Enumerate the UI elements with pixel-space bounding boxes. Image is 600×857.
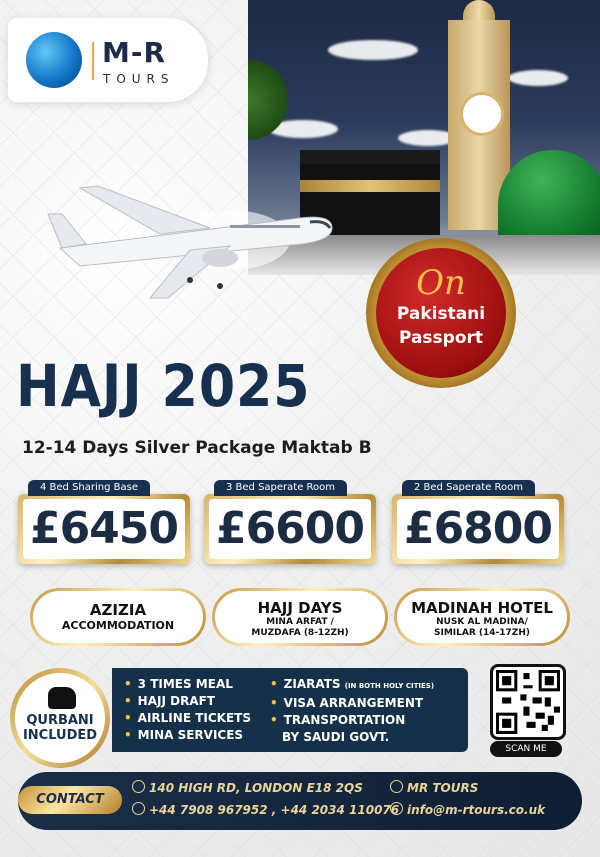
info-pill-hajj-days xyxy=(212,588,388,646)
feature-item: • VISA ARRANGEMENT xyxy=(270,696,424,710)
globe-icon xyxy=(26,32,82,88)
badge-line2: Passport xyxy=(398,328,484,348)
badge-on: On xyxy=(416,263,466,303)
pill-subtitle-2: MUZDAFA (8-12ZH) xyxy=(251,628,349,638)
price-tab: 3 Bed Saperate Room xyxy=(214,480,347,496)
qr-code[interactable] xyxy=(490,664,566,740)
facebook-icon xyxy=(390,780,403,793)
price-value: £6800 xyxy=(397,499,559,559)
location-icon xyxy=(132,780,145,793)
pill-subtitle: ACCOMMODATION xyxy=(61,619,175,632)
price-frame xyxy=(204,494,376,564)
pill-title: AZIZIA xyxy=(89,601,147,619)
facebook-link[interactable]: MR TOURS xyxy=(390,780,478,795)
qurbani-line2: INCLUDED xyxy=(22,728,98,743)
price-frame xyxy=(392,494,564,564)
features-right xyxy=(270,676,434,746)
phone-numbers[interactable]: +44 7908 967952 , +44 2034 110076 xyxy=(132,802,399,817)
price-value: £6600 xyxy=(209,499,371,559)
goat-icon xyxy=(48,687,76,709)
email-link[interactable]: info@m-rtours.co.uk xyxy=(390,802,545,817)
qurbani-badge xyxy=(10,668,110,768)
price-card-4-bed xyxy=(18,480,190,570)
qr-code-pattern xyxy=(496,670,560,734)
info-pill-azizia xyxy=(30,588,206,646)
logo-divider xyxy=(92,42,94,80)
feature-item: BY SAUDI GOVT. xyxy=(282,730,390,744)
clock-icon xyxy=(460,92,504,136)
info-pill-madinah-hotel xyxy=(394,588,570,646)
feature-item: • TRANSPORTATION xyxy=(270,713,406,727)
email-icon xyxy=(390,802,403,815)
airplane-image xyxy=(40,170,350,310)
package-subtitle: 12-14 Days Silver Package Maktab B xyxy=(22,438,372,458)
features-left xyxy=(124,676,251,744)
brand-name: M-R xyxy=(102,36,167,69)
feature-item: • 3 TIMES MEAL xyxy=(124,677,233,691)
scan-me-label: SCAN ME xyxy=(490,741,562,757)
price-value: £6450 xyxy=(23,499,185,559)
qurbani-line1: QURBANI xyxy=(26,713,94,728)
phone-icon xyxy=(132,802,145,815)
price-card-2-bed xyxy=(392,480,564,570)
pill-subtitle: MINA ARFAT / xyxy=(266,617,334,627)
brand-logo xyxy=(8,18,208,102)
feature-item: • MINA SERVICES xyxy=(124,728,244,742)
pill-subtitle: NUSK AL MADINA/ xyxy=(436,617,528,627)
address: 140 HIGH RD, LONDON E18 2QS xyxy=(132,780,363,795)
headline: HAJJ 2025 xyxy=(16,352,311,420)
feature-item: • ZIARATS (IN BOTH HOLY CITIES) xyxy=(270,677,435,691)
pill-title: MADINAH HOTEL xyxy=(411,599,553,617)
pakistani-passport-badge xyxy=(376,248,506,378)
price-frame xyxy=(18,494,190,564)
contact-button[interactable]: CONTACT xyxy=(18,786,122,814)
feature-item: • HAJJ DRAFT xyxy=(124,694,215,708)
pill-title: HAJJ DAYS xyxy=(257,599,343,617)
features-panel xyxy=(112,668,468,752)
brand-subtitle: TOURS xyxy=(103,72,175,86)
palm-icon xyxy=(248,60,288,140)
price-tab: 2 Bed Saperate Room xyxy=(402,480,535,496)
pill-subtitle-2: SIMILAR (14-17ZH) xyxy=(434,628,530,638)
badge-line1: Pakistani xyxy=(396,304,486,324)
feature-item: • AIRLINE TICKETS xyxy=(124,711,251,725)
price-tab: 4 Bed Sharing Base xyxy=(28,480,150,496)
price-card-3-bed xyxy=(204,480,376,570)
